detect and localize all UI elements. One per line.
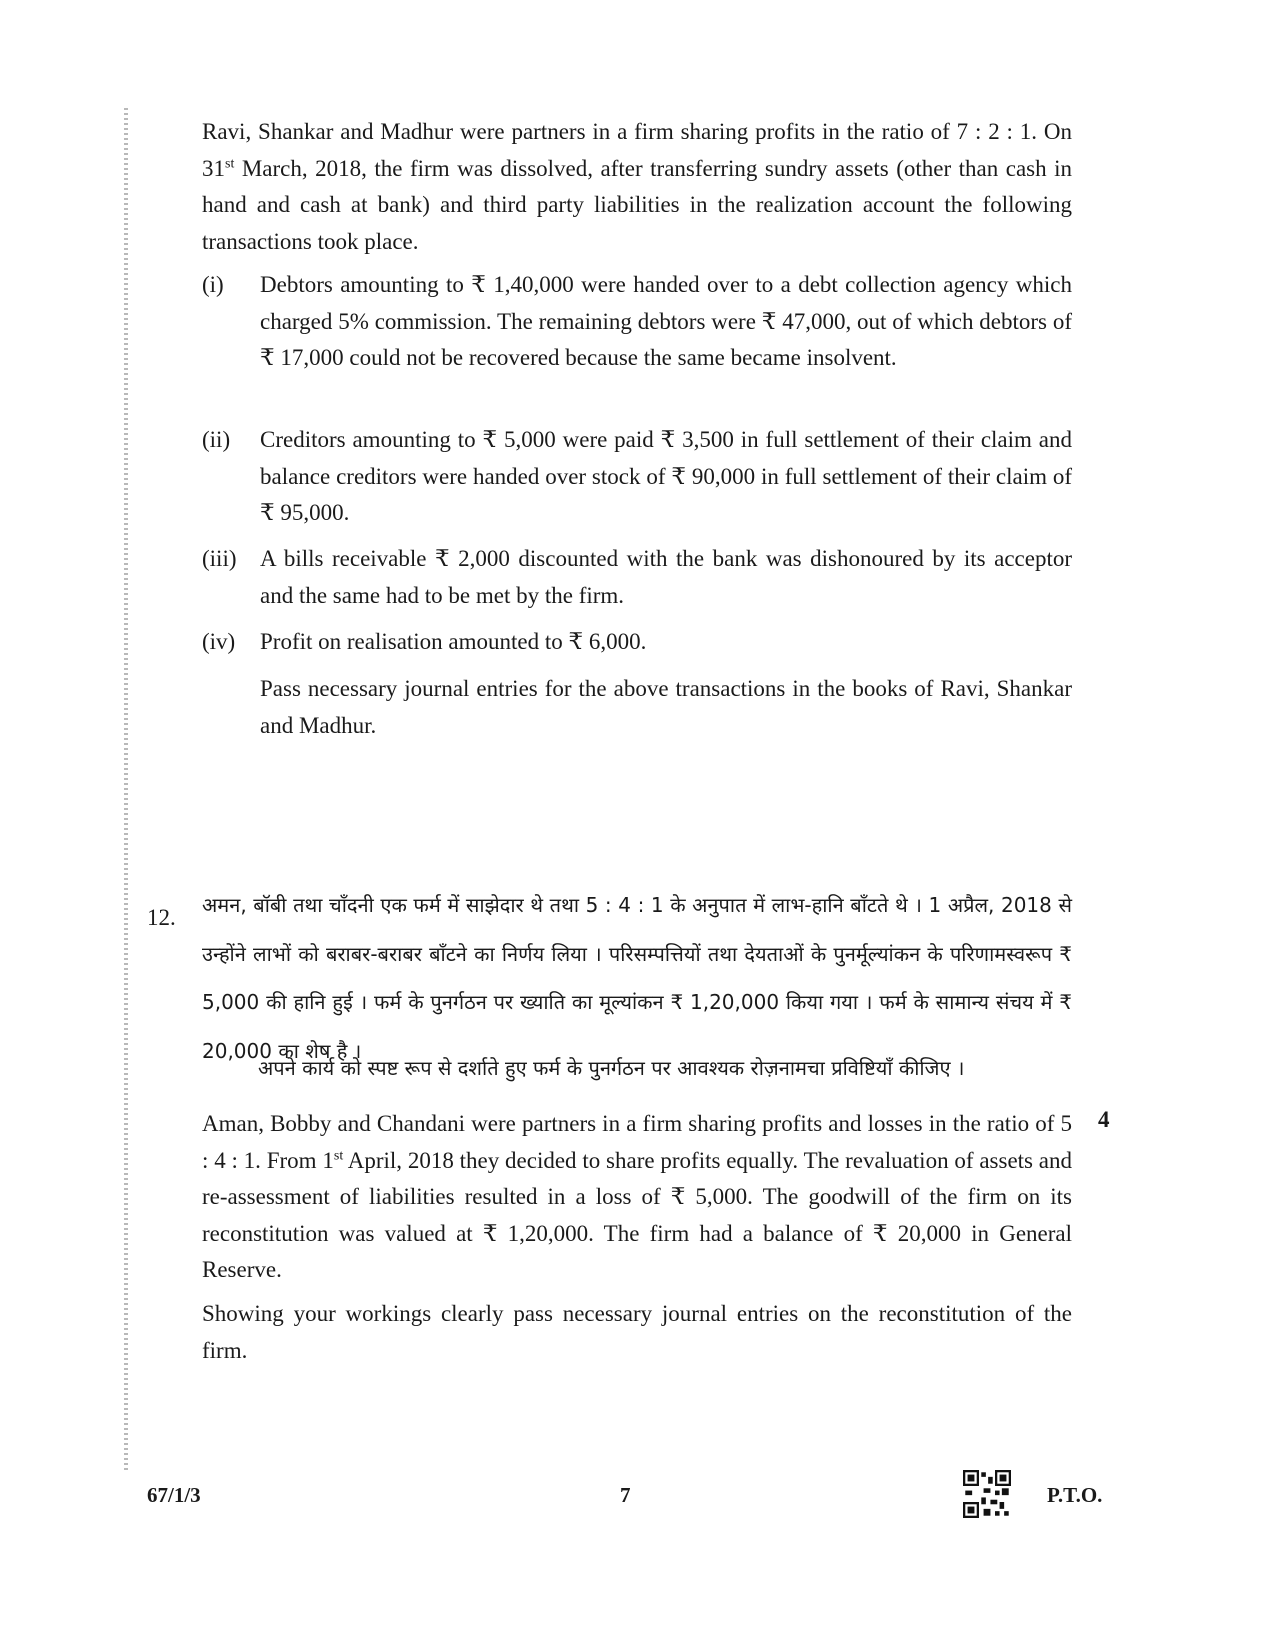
instruction-text: Pass necessary journal entries for the above transactions in the books of Ravi, Shankar and Madhur.	[260, 676, 1072, 738]
question-number: 12.	[147, 905, 176, 930]
q12-hindi-instruction: अपने कार्य को स्पष्ट रूप से दर्शाते हुए फर्म के पुनर्गठन पर आवश्यक रोज़नामचा प्रविष्टियाँ कीजिए ।	[258, 1056, 965, 1080]
marks-badge: 4	[1098, 1107, 1110, 1132]
please-turn-over: P.T.O.	[1047, 1483, 1103, 1507]
item-number: (iii)	[202, 546, 237, 571]
item-number: (ii)	[202, 427, 231, 452]
q11-intro: Ravi, Shankar and Madhur were partners in a firm sharing profits in the ratio of 7 : 2 : 1. On 31st March, 2018, the firm was dissolved, after transferring sundry assets (other than cash in hand and cash at bank) and third party liabilities in the realization account the following transactions took place.	[202, 119, 1072, 254]
item-text: Profit on realisation amounted to ₹ 6,000.	[260, 629, 647, 654]
page-number: 7	[620, 1483, 631, 1507]
paper-code: 67/1/3	[147, 1483, 201, 1507]
item-text: Creditors amounting to ₹ 5,000 were paid ₹ 3,500 in full settlement of their claim and balance creditors were handed over stock of ₹ 90,000 in full settlement of their claim of ₹ 95,000.	[260, 427, 1072, 525]
q12-hindi-text: अमन, बॉबी तथा चाँदनी एक फर्म में साझेदार थे तथा 5 : 4 : 1 के अनुपात में लाभ-हानि बाँटते थे । 1 अप्रैल, 2018 से उन्होंने लाभों को बराबर-बराबर बाँटने का निर्णय लिया । परिसम्पत्तियों तथा देयताओं के पुनर्मूल्यांकन के परिणामस्वरूप ₹ 5,000 की हानि हुई । फर्म के पुनर्गठन पर ख्याति का मूल्यांकन ₹ 1,20,000 किया गया । फर्म के सामान्य संचय में ₹ 20,000 का शेष है ।	[202, 893, 1072, 1063]
q12-english-instruction: Showing your workings clearly pass necessary journal entries on the reconstitution of the firm.	[202, 1301, 1072, 1363]
margin-microtext-strip	[124, 108, 128, 1473]
q12-english-text: Aman, Bobby and Chandani were partners in a firm sharing profits and losses in the ratio of 5 : 4 : 1. From 1st April, 2018 they decided to share profits equally. The revaluation of assets and re-assessment of liabilities resulted in a loss of ₹ 5,000. The goodwill of the firm on its reconstitution was valued at ₹ 1,20,000. The firm had a balance of ₹ 20,000 in General Reserve.	[202, 1111, 1073, 1282]
qr-code-icon	[963, 1470, 1011, 1518]
item-number: (i)	[202, 272, 224, 297]
item-number: (iv)	[202, 629, 236, 654]
item-text: Debtors amounting to ₹ 1,40,000 were handed over to a debt collection agency which charged 5% commission. The remaining debtors were ₹ 47,000, out of which debtors of ₹ 17,000 could not be recovered because the same became insolvent.	[260, 272, 1072, 370]
item-text: A bills receivable ₹ 2,000 discounted with the bank was dishonoured by its acceptor and the same had to be met by the firm.	[260, 546, 1072, 608]
